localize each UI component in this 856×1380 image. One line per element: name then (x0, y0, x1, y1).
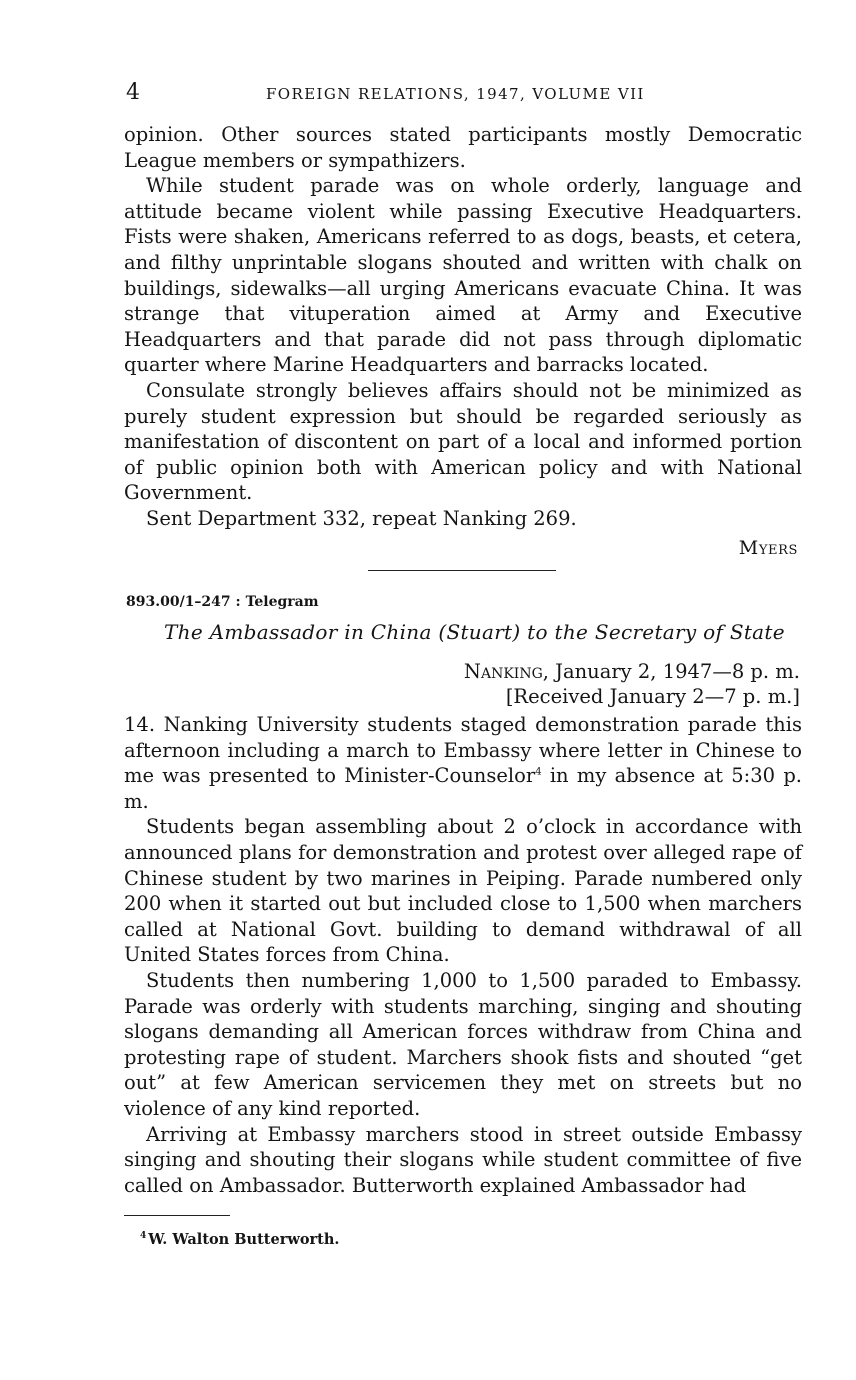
file-reference: 893.00/1–247 : Telegram (126, 594, 319, 610)
running-head (126, 80, 798, 108)
running-title: FOREIGN RELATIONS, 1947, VOLUME VII (266, 85, 645, 103)
telegram-two-body (124, 712, 802, 1198)
paragraph-numbered (124, 712, 802, 814)
heading-part-1: The Ambassador in China ( (164, 620, 447, 644)
dateline (464, 659, 800, 684)
document-heading (164, 618, 785, 646)
paragraph-continued: opinion. Other sources stated participants mostly Democratic League members or sympathizers. (124, 123, 802, 172)
paragraph: Students then numbering 1,000 to 1,500 paraded to Embassy. Parade was orderly with students marching, singing and shouting slogans demanding all American forces withdraw from China and protesting rape of student. Marchers shook fists and shouted “get out” at few American servicemen they met on streets but no violence of any kind reported. (124, 968, 802, 1120)
footnote-reference: 4 (535, 766, 542, 778)
paragraph-text-continued: in my absence at 5:30 p. m. (124, 764, 803, 813)
heading-part-2: ) to the Secretary of State (512, 620, 785, 644)
paragraph-text: 14. Nanking University students staged demonstration parade this afternoon including a march to Embassy where letter in Chinese to me was presented to Minister-Counselor (124, 713, 802, 788)
telegram-one-body (124, 122, 802, 532)
paragraph: While student parade was on whole orderly, language and attitude became violent while passing Executive Headquarters. Fists were shaken, Americans referred to as dogs, beasts, et cetera, and filthy unprintable slogans shouted and written with chalk on buildings, sidewalks—all urging Americans evacuate China. It was strange that vituperation aimed at Army and Executive Headquarters and that parade did not pass through diplomatic quarter where Marine Headquarters and barracks located. (124, 174, 802, 377)
section-divider (368, 570, 556, 571)
dateline-date: , January 2, 1947—8 p. m. (542, 660, 800, 683)
paragraph-sent-line: Sent Department 332, repeat Nanking 269. (146, 506, 577, 530)
paragraph: Consulate strongly believes affairs should not be minimized as purely student expression but should be regarded seriously as manifestation of discontent on part of a local and informed portion of public opinion both with American policy and with National Government. (124, 378, 802, 505)
paragraph: Students began assembling about 2 o’clock in accordance with announced plans for demonstration and protest over alleged rape of Chinese student by two marines in Peiping. Parade numbered only 200 when it started out but included close to 1,500 when marchers called at National Govt. building to demand withdrawal of all United States forces from China. (124, 815, 802, 967)
received-line: [Received January 2—7 p. m.] (505, 685, 800, 708)
footnote-marker: 4 (140, 1231, 147, 1242)
footnote (140, 1230, 339, 1250)
signature-myers: Myers (738, 537, 798, 559)
footnote-divider (124, 1215, 230, 1216)
footnote-text: W. Walton Butterworth. (148, 1231, 340, 1248)
page-number: 4 (126, 80, 140, 105)
dateline-place: Nanking (463, 660, 543, 683)
heading-name: Stuart (446, 620, 513, 644)
paragraph: Arriving at Embassy marchers stood in street outside Embassy singing and shouting their slogans while student committee of five called on Ambassador. Butterworth explained Ambassador had (124, 1122, 802, 1197)
